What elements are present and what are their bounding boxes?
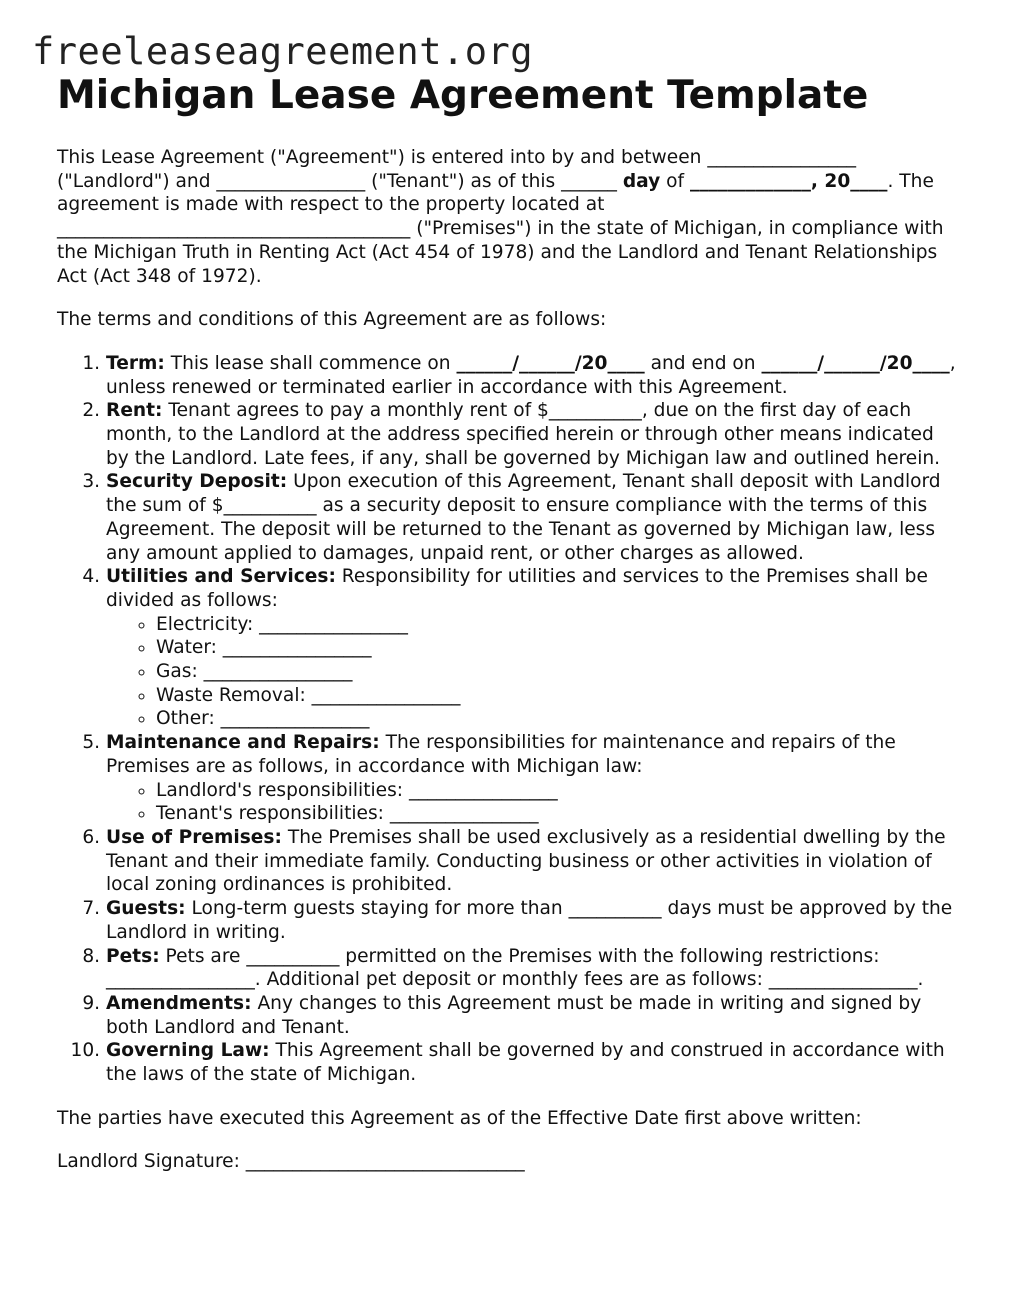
term-text: Long-term guests staying for more than __________ days must be approved by the Landlord in writing.: [106, 898, 953, 943]
term-item: [106, 731, 957, 826]
term-text: This lease shall commence on: [164, 352, 457, 374]
term-label: Amendments:: [106, 992, 252, 1014]
intro-text-3: . The agreement is made with respect to the property located at ______________________________________ ("Premises") in the state of Michigan, in compliance with the Michigan Truth in Renting Act (Act 454 of 1978) and the Landlord and Tenant Relationships Act (Act 348 of 1972).: [57, 170, 944, 287]
intro-date-blank: _____________, 20____: [690, 170, 888, 192]
term-text: The responsibilities for maintenance and repairs of the Premises are as follows, in accordance with Michigan law:: [106, 732, 896, 777]
term-item: [106, 826, 957, 897]
term-item: [106, 945, 957, 992]
terms-lead: The terms and conditions of this Agreement are as follows:: [57, 309, 607, 331]
term-text: and end on: [644, 352, 762, 374]
utilities-list: [106, 613, 957, 732]
utility-item: ◦ Other: ________________: [156, 707, 957, 731]
maintenance-item: ◦ Tenant's responsibilities: ________________: [156, 802, 957, 826]
term-item: [106, 470, 957, 565]
term-text: This Agreement shall be governed by and construed in accordance with the laws of the state of Michigan.: [106, 1040, 945, 1086]
intro-paragraph: [57, 146, 957, 288]
term-item: [106, 352, 957, 399]
utility-item: ◦ Water: ________________: [156, 636, 957, 660]
intro-day: day: [622, 170, 661, 192]
term-text: Upon execution of this Agreement, Tenant shall deposit with Landlord the sum of $__________ as a security deposit to ensure compliance with the terms of this Agreement. The deposit will be returned to the Tenant as governed by Michigan law, less any amount applied to damages, unpaid rent, or other charges as allowed.: [106, 471, 941, 564]
term-label: Guests:: [106, 898, 186, 920]
term-label: Utilities and Services:: [106, 566, 336, 588]
maintenance-item: ◦ Landlord's responsibilities: ________________: [156, 779, 957, 803]
term-label: Governing Law:: [106, 1040, 270, 1062]
utility-item: ◦ Waste Removal: ________________: [156, 684, 957, 708]
landlord-signature-line: Landlord Signature: ______________________________: [57, 1151, 525, 1173]
term-text: Tenant agrees to pay a monthly rent of $__________, due on the first day of each month, to the Landlord at the address specified herein or through other means indicated by the Landlord. Late fees, if any, shall be governed by Michigan law and outlined herein.: [106, 400, 941, 469]
term-text: Any changes to this Agreement must be made in writing and signed by both Landlord and Tenant.: [106, 992, 922, 1038]
term-item: [106, 992, 957, 1039]
term-label: Rent:: [106, 400, 163, 422]
term-date-blank: ______/______/20____: [456, 352, 645, 374]
maintenance-list: [106, 779, 957, 826]
term-label: Term:: [106, 352, 165, 374]
utility-item: ◦ Electricity: ________________: [156, 613, 957, 637]
term-date-blank: ______/______/20____: [761, 352, 950, 374]
term-text: , unless renewed or terminated earlier in accordance with this Agreement.: [106, 352, 956, 398]
term-text: Pets are __________ permitted on the Premises with the following restrictions: ________________. Additional pet deposit or monthly fees are as follows: ________________.: [106, 945, 924, 991]
site-watermark: freeleaseagreement.org: [32, 30, 534, 73]
agreement-body: [57, 146, 957, 1174]
term-item: [106, 565, 957, 731]
terms-list: [57, 352, 957, 1087]
term-text: Responsibility for utilities and services to the Premises shall be divided as follows:: [106, 566, 928, 611]
page-title: Michigan Lease Agreement Template: [57, 73, 869, 118]
intro-text-1: This Lease Agreement ("Agreement") is entered into by and between ________________ ("Landlord") and ________________ ("Tenant") as of this ______: [57, 147, 857, 192]
term-label: Pets:: [106, 945, 160, 967]
term-label: Maintenance and Repairs:: [106, 732, 380, 754]
term-label: Use of Premises:: [106, 826, 282, 848]
term-text: The Premises shall be used exclusively as a residential dwelling by the Tenant and their immediate family. Conducting business or other activities in violation of local zoning ordinances is prohibited.: [106, 826, 946, 896]
term-item: [106, 399, 957, 470]
utility-item: ◦ Gas: ________________: [156, 660, 957, 684]
closing-statement: The parties have executed this Agreement as of the Effective Date first above written:: [57, 1107, 862, 1129]
intro-text-2: of: [660, 170, 691, 192]
term-label: Security Deposit:: [106, 471, 288, 493]
term-item: [106, 1039, 957, 1086]
term-item: [106, 897, 957, 944]
